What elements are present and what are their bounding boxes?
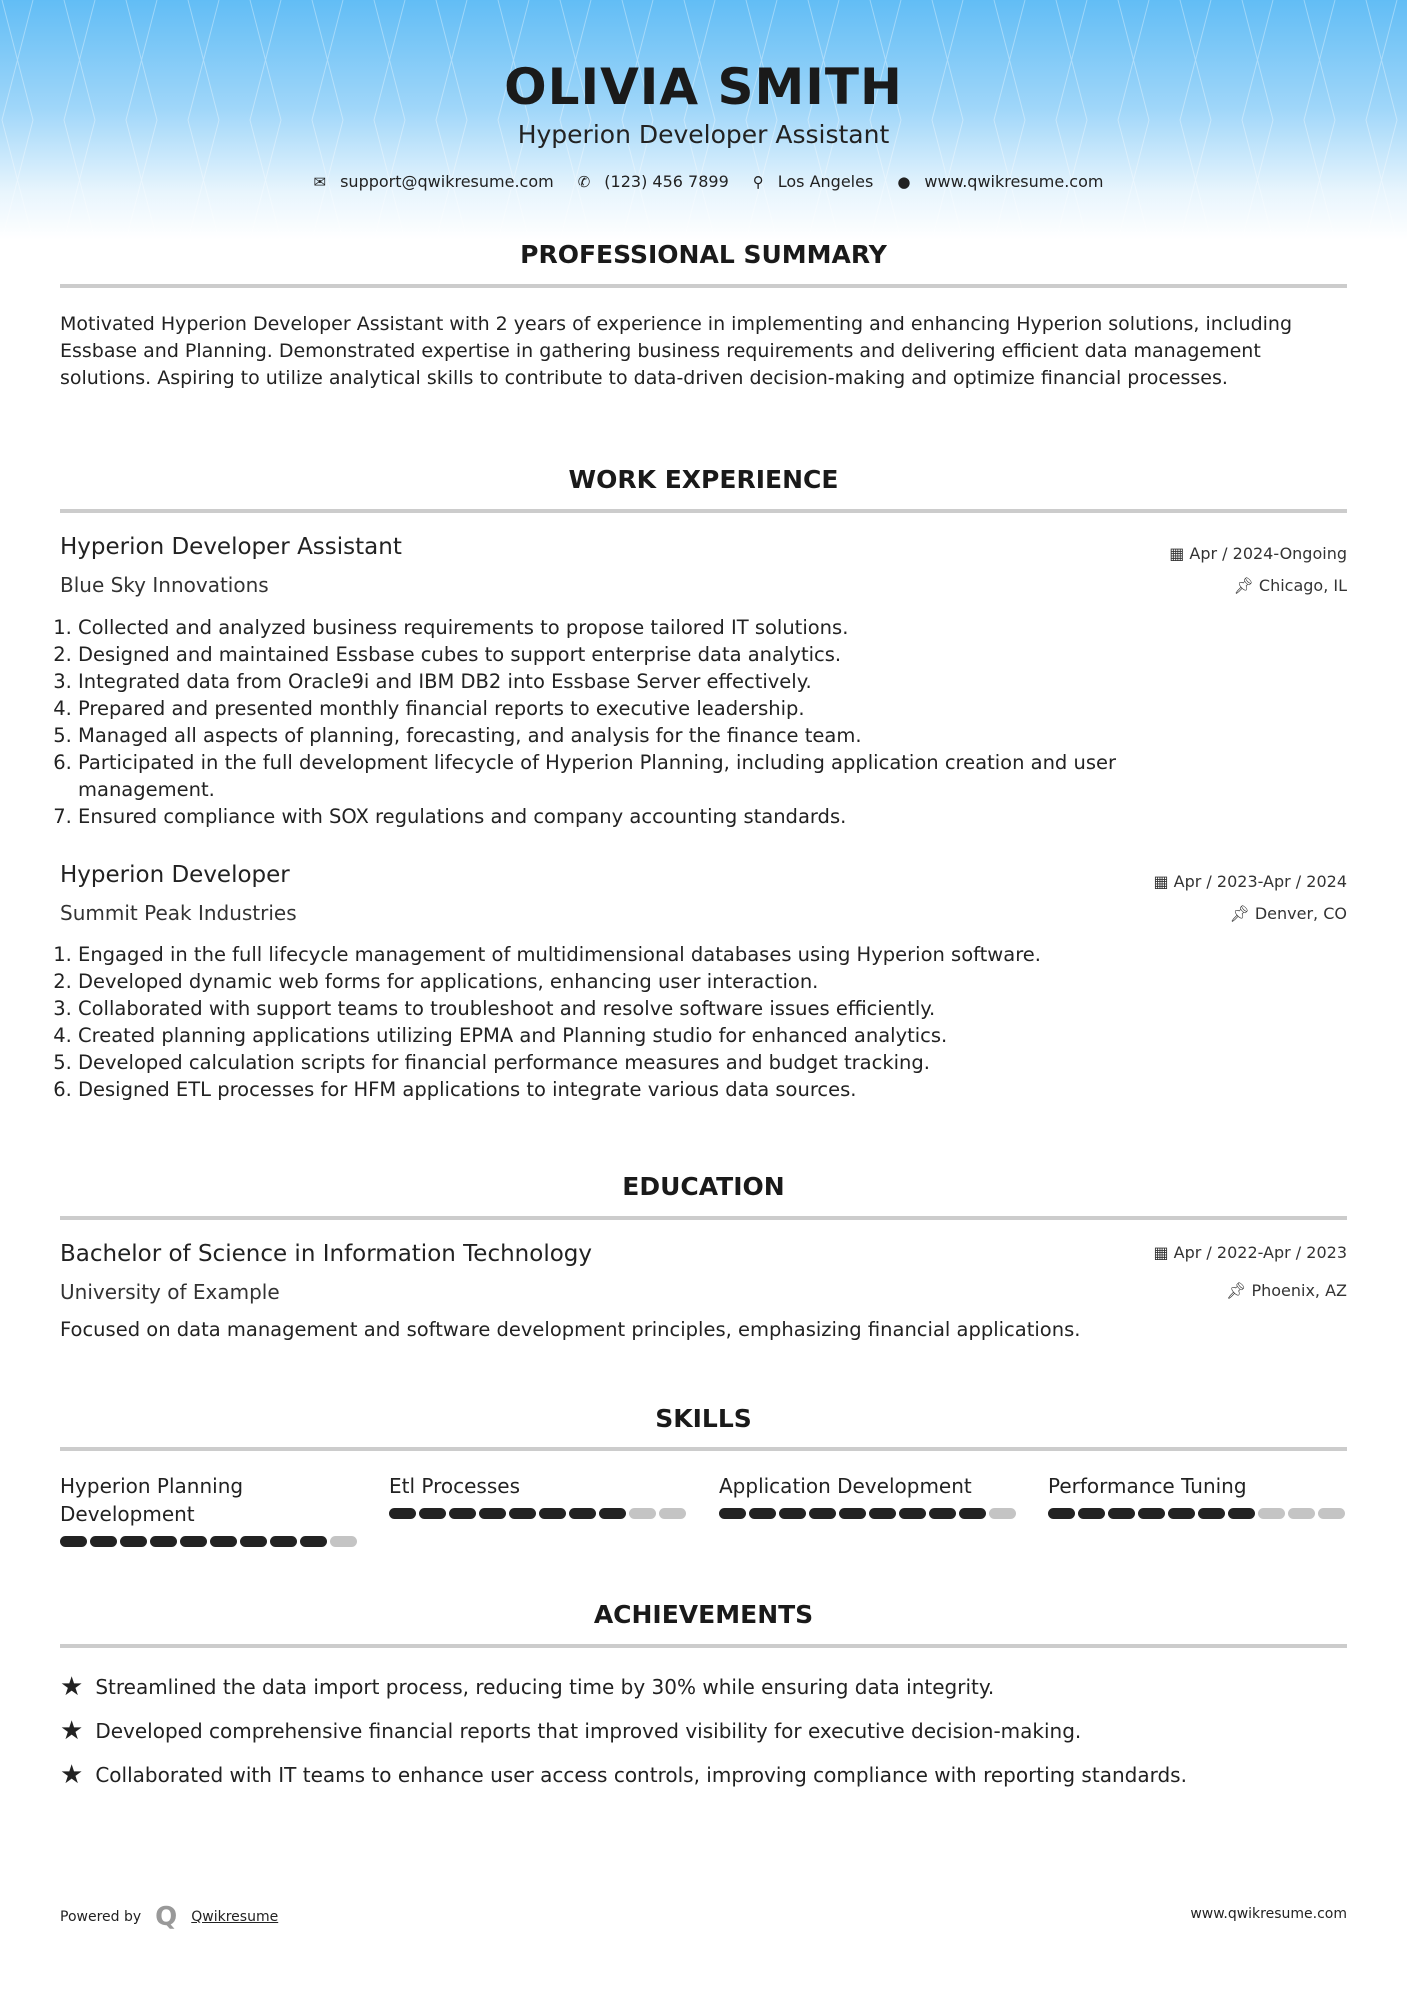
divider bbox=[60, 1216, 1347, 1220]
qwikresume-logo-icon: Q bbox=[155, 1902, 178, 1932]
list-item: 4. Created planning applications utilizing EPMA and Planning studio for enhanced analytics. bbox=[78, 1022, 1250, 1049]
divider bbox=[60, 284, 1347, 288]
skill-name: Hyperion Planning Development bbox=[60, 1474, 244, 1526]
skill-dot bbox=[180, 1536, 207, 1547]
job-location bbox=[1233, 576, 1347, 595]
skill-dot bbox=[749, 1508, 776, 1519]
skill-item bbox=[1048, 1472, 1348, 1519]
section-title-experience: WORK EXPERIENCE bbox=[568, 465, 839, 494]
section-title-summary: PROFESSIONAL SUMMARY bbox=[520, 240, 887, 269]
skill-dot bbox=[1168, 1508, 1195, 1519]
calendar-icon: ▦ bbox=[1169, 544, 1190, 563]
list-item: 1. Collected and analyzed business requirements to propose tailored IT solutions. bbox=[78, 614, 1250, 641]
skill-rating bbox=[60, 1536, 360, 1547]
location-text: Chicago, IL bbox=[1258, 576, 1347, 595]
phone-text: (123) 456 7899 bbox=[604, 172, 729, 191]
skill-dot bbox=[300, 1536, 327, 1547]
section-title-skills: SKILLS bbox=[655, 1404, 752, 1433]
achievement-item bbox=[60, 1716, 1081, 1746]
list-item: 4. Prepared and presented monthly financial reports to executive leadership. bbox=[78, 695, 1250, 722]
dates-text: Apr / 2023-Apr / 2024 bbox=[1173, 872, 1347, 891]
powered-by-text: Powered by bbox=[60, 1909, 142, 1925]
skill-dot bbox=[959, 1508, 986, 1519]
phone-icon: ✆ bbox=[577, 172, 591, 191]
dates-text: Apr / 2024-Ongoing bbox=[1189, 544, 1347, 563]
map-pin-icon: ⚲ bbox=[752, 172, 764, 191]
dates-text: Apr / 2022-Apr / 2023 bbox=[1173, 1243, 1347, 1262]
footer-website[interactable]: www.qwikresume.com bbox=[1190, 1906, 1347, 1922]
skill-rating bbox=[719, 1508, 1019, 1519]
pin-icon: 📌︎ bbox=[1229, 904, 1255, 923]
skill-rating bbox=[1048, 1508, 1348, 1519]
skill-dot bbox=[1048, 1508, 1075, 1519]
skill-dot bbox=[599, 1508, 626, 1519]
skill-dot bbox=[869, 1508, 896, 1519]
location-text: Phoenix, AZ bbox=[1251, 1281, 1347, 1300]
candidate-name: OLIVIA SMITH bbox=[504, 58, 903, 116]
skill-name: Performance Tuning bbox=[1048, 1474, 1247, 1498]
calendar-icon: ▦ bbox=[1153, 1243, 1174, 1262]
achievement-text: Streamlined the data import process, reducing time by 30% while ensuring data integrity. bbox=[95, 1675, 995, 1699]
achievement-text: Collaborated with IT teams to enhance user access controls, improving compliance with reporting standards. bbox=[95, 1763, 1187, 1787]
edu-description: Focused on data management and software development principles, emphasizing financial applications. bbox=[60, 1318, 1081, 1341]
achievement-item bbox=[60, 1760, 1187, 1790]
skill-dot bbox=[90, 1536, 117, 1547]
location-text: Los Angeles bbox=[777, 172, 874, 191]
skill-dot bbox=[1258, 1508, 1285, 1519]
skill-rating bbox=[389, 1508, 689, 1519]
skill-item bbox=[60, 1472, 360, 1547]
skill-dot bbox=[330, 1536, 357, 1547]
list-item: 6. Participated in the full development lifecycle of Hyperion Planning, including application creation and user management. bbox=[78, 749, 1250, 803]
skill-dot bbox=[719, 1508, 746, 1519]
job-bullets bbox=[60, 614, 1250, 830]
skill-dot bbox=[240, 1536, 267, 1547]
skill-name: Etl Processes bbox=[389, 1474, 520, 1498]
skill-dot bbox=[989, 1508, 1016, 1519]
skill-dot bbox=[120, 1536, 147, 1547]
candidate-role: Hyperion Developer Assistant bbox=[517, 120, 890, 149]
star-icon: ★ bbox=[60, 1672, 84, 1702]
footer-powered bbox=[60, 1902, 278, 1932]
list-item: 6. Designed ETL processes for HFM applications to integrate various data sources. bbox=[78, 1076, 1250, 1103]
location-text: Denver, CO bbox=[1254, 904, 1347, 923]
contact-bar bbox=[0, 172, 1407, 191]
skill-dot bbox=[1198, 1508, 1225, 1519]
edu-location bbox=[1226, 1281, 1347, 1300]
pin-icon: 📌︎ bbox=[1226, 1281, 1252, 1300]
job-dates bbox=[1169, 544, 1347, 563]
skill-dot bbox=[1078, 1508, 1105, 1519]
skill-dot bbox=[659, 1508, 686, 1519]
list-item: 3. Collaborated with support teams to troubleshoot and resolve software issues efficiently. bbox=[78, 995, 1250, 1022]
skill-dot bbox=[929, 1508, 956, 1519]
divider bbox=[60, 509, 1347, 513]
skill-dot bbox=[569, 1508, 596, 1519]
skill-dot bbox=[389, 1508, 416, 1519]
skill-item bbox=[389, 1472, 689, 1519]
section-title-education: EDUCATION bbox=[622, 1172, 785, 1201]
calendar-icon: ▦ bbox=[1153, 872, 1174, 891]
job-title: Hyperion Developer Assistant bbox=[60, 534, 402, 560]
list-item: 5. Managed all aspects of planning, forecasting, and analysis for the finance team. bbox=[78, 722, 1250, 749]
skill-item bbox=[719, 1472, 1019, 1519]
list-item: 5. Developed calculation scripts for financial performance measures and budget tracking. bbox=[78, 1049, 1250, 1076]
pin-icon: 📌︎ bbox=[1233, 576, 1259, 595]
skill-dot bbox=[839, 1508, 866, 1519]
company-name: Blue Sky Innovations bbox=[60, 573, 269, 597]
skill-dot bbox=[779, 1508, 806, 1519]
achievement-text: Developed comprehensive financial reports that improved visibility for executive decision-making. bbox=[95, 1719, 1082, 1743]
list-item: 1. Engaged in the full lifecycle management of multidimensional databases using Hyperion software. bbox=[78, 941, 1250, 968]
school-name: University of Example bbox=[60, 1280, 280, 1304]
skill-dot bbox=[1318, 1508, 1345, 1519]
divider bbox=[60, 1644, 1347, 1648]
job-dates bbox=[1153, 872, 1347, 891]
achievement-item bbox=[60, 1672, 994, 1702]
company-name: Summit Peak Industries bbox=[60, 901, 297, 925]
skill-dot bbox=[419, 1508, 446, 1519]
list-item: 2. Developed dynamic web forms for applications, enhancing user interaction. bbox=[78, 968, 1250, 995]
skill-dot bbox=[1108, 1508, 1135, 1519]
skill-dot bbox=[509, 1508, 536, 1519]
section-title-achievements: ACHIEVEMENTS bbox=[593, 1600, 814, 1629]
skill-dot bbox=[150, 1536, 177, 1547]
list-item: 2. Designed and maintained Essbase cubes to support enterprise data analytics. bbox=[78, 641, 1250, 668]
website-link[interactable]: www.qwikresume.com bbox=[924, 172, 1104, 191]
job-location bbox=[1229, 904, 1347, 923]
skill-dot bbox=[539, 1508, 566, 1519]
skill-name: Application Development bbox=[719, 1474, 972, 1498]
skill-dot bbox=[60, 1536, 87, 1547]
skill-dot bbox=[210, 1536, 237, 1547]
skill-dot bbox=[899, 1508, 926, 1519]
skill-dot bbox=[1228, 1508, 1255, 1519]
job-title: Hyperion Developer bbox=[60, 862, 290, 888]
list-item: 7. Ensured compliance with SOX regulations and company accounting standards. bbox=[78, 803, 1250, 830]
skill-dot bbox=[809, 1508, 836, 1519]
globe-icon: ● bbox=[897, 172, 911, 191]
skill-dot bbox=[479, 1508, 506, 1519]
star-icon: ★ bbox=[60, 1760, 84, 1790]
envelope-icon: ✉ bbox=[313, 172, 327, 191]
header-banner bbox=[0, 0, 1407, 240]
email-link[interactable]: support@qwikresume.com bbox=[340, 172, 554, 191]
skill-dot bbox=[1288, 1508, 1315, 1519]
star-icon: ★ bbox=[60, 1716, 84, 1746]
edu-dates bbox=[1153, 1243, 1347, 1262]
degree-title: Bachelor of Science in Information Technology bbox=[60, 1241, 592, 1267]
skill-dot bbox=[449, 1508, 476, 1519]
skill-dot bbox=[629, 1508, 656, 1519]
skill-dot bbox=[1138, 1508, 1165, 1519]
job-bullets bbox=[60, 941, 1250, 1103]
list-item: 3. Integrated data from Oracle9i and IBM DB2 into Essbase Server effectively. bbox=[78, 668, 1250, 695]
summary-text: Motivated Hyperion Developer Assistant with 2 years of experience in implementing and enhancing Hyperion solutions, including Essbase and Planning. Demonstrated expertise in gathering business requirements and delivering efficient data management solutions. Aspiring to utilize analytical skills to contribute to data-driven decision-making and optimize financial processes. bbox=[60, 313, 1293, 389]
brand-link[interactable]: Qwikresume bbox=[191, 1909, 279, 1925]
divider bbox=[60, 1447, 1347, 1451]
skill-dot bbox=[270, 1536, 297, 1547]
